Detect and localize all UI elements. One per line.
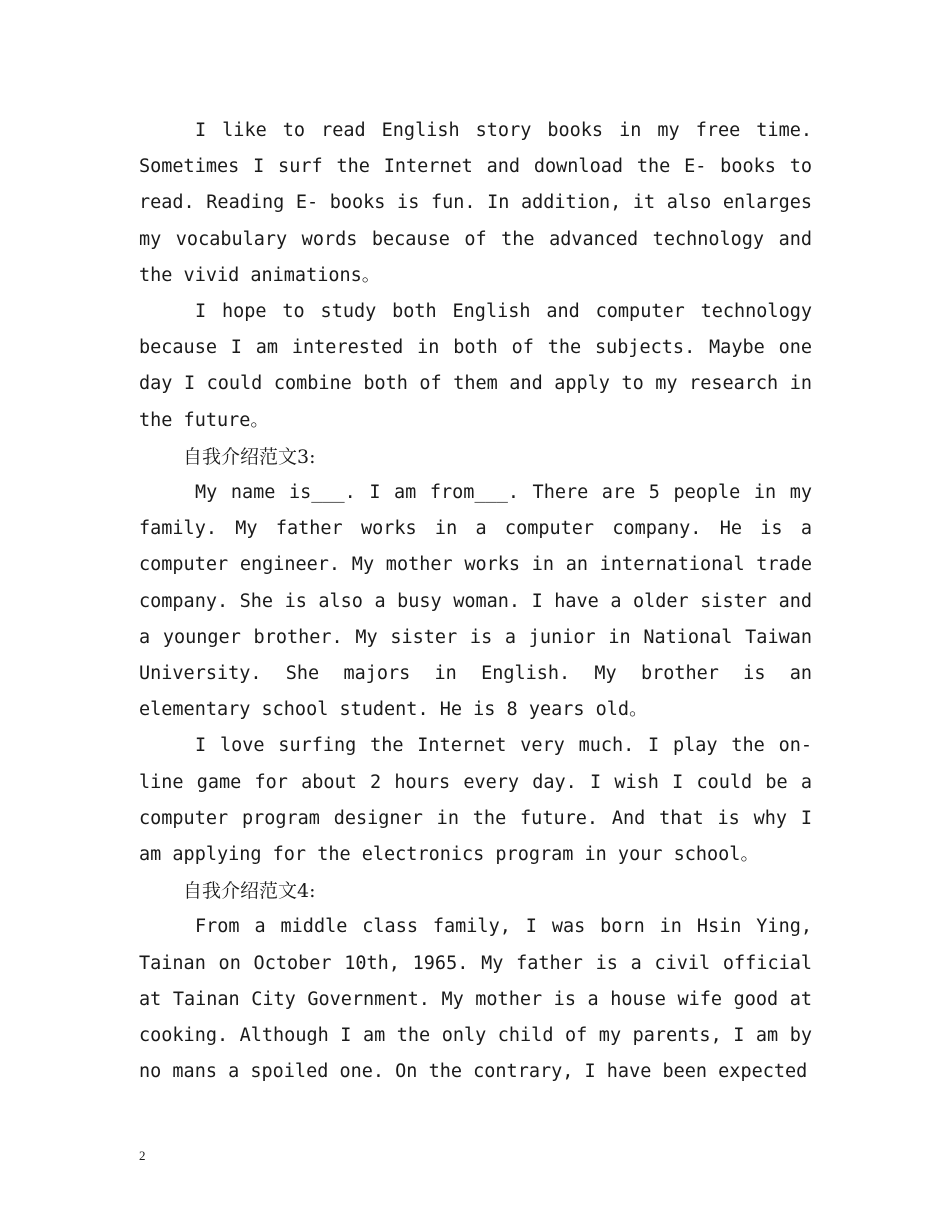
body-paragraph: I love surfing the Internet very much. I play the on-line game for about 2 hours every day. I wish I could be a computer program designer in the future. And that is why I am applying for the electronics program in your school。 bbox=[139, 735, 812, 866]
page-number: 2 bbox=[139, 1148, 146, 1163]
document-body bbox=[139, 113, 812, 1090]
section-heading: 自我介绍范文4: bbox=[183, 880, 316, 903]
body-paragraph: I like to read English story books in my free time. Sometimes I surf the Internet and download the E- books to read. Reading E- books is fun. In addition, it also enlarges my vocabulary words because of the advanced technology and the vivid animations。 bbox=[139, 120, 812, 286]
body-paragraph: From a middle class family, I was born in Hsin Ying, Tainan on October 10th, 1965. My father is a civil official at Tainan City Government. My mother is a house wife good at cooking. Although I am the only child of my parents, I am by no mans a spoiled one. On the contrary, I have been expected bbox=[139, 916, 812, 1083]
section-heading: 自我介绍范文3: bbox=[183, 445, 316, 468]
body-paragraph: My name is___. I am from___. There are 5 people in my family. My father works in a computer company. He is a computer engineer. My mother works in an international trade company. She is also a busy woman. I have a older sister and a younger brother. My sister is a junior in National Taiwan University. She majors in English. My brother is an elementary school student. He is 8 years old。 bbox=[139, 482, 812, 721]
body-paragraph: I hope to study both English and computer technology because I am interested in both of the subjects. Maybe one day I could combine both of them and apply to my research in the future。 bbox=[139, 301, 812, 431]
